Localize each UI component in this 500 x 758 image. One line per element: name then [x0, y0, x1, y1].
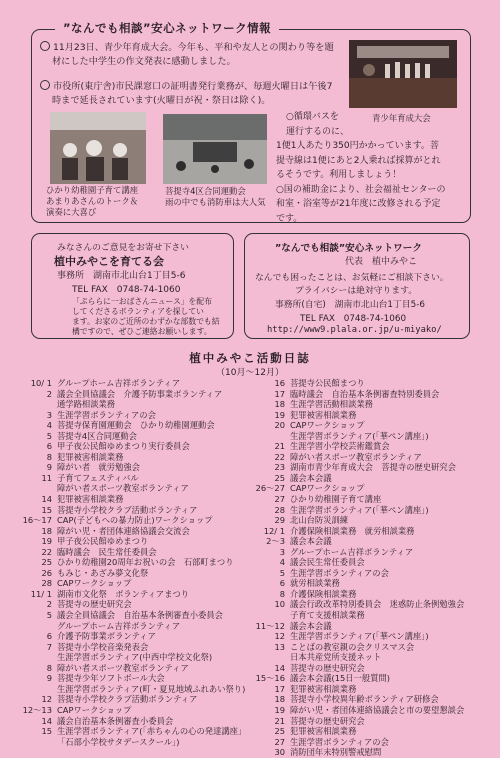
diary-entry — [22, 694, 246, 705]
diary-entry-text: 生涯学習ボランティア(「華ペン講座」) — [290, 430, 429, 441]
diary-entry — [255, 673, 464, 684]
diary-entry-date: 27 — [274, 494, 285, 505]
diary-entry-text: CAP(子どもへの暴力防止)ワークショップ — [57, 515, 213, 526]
diary-entry — [22, 526, 246, 537]
diary-entry-date — [22, 483, 57, 494]
diary-entry-text: 生涯学習ボランティアの会 — [57, 409, 156, 420]
diary-entry-date — [22, 621, 57, 632]
contact-box-left: みなさんのご意見をお寄せ下さい 植中みやこを育てる会 事務所 湖南市北山台1丁目5-6 TEL FAX 0748-74-1060 「ぷららに一おばさんニュース」を配布 してくださるボランティアを探してい ます。お家のご近所のわずかな部数でも結 構ですので、ぜひご連絡お願いします。 — [31, 233, 234, 339]
diary-entry-date: 19 — [274, 704, 285, 715]
diary-column-right — [255, 378, 464, 758]
diary-entry-date: 4 — [279, 557, 285, 568]
diary-entry-text: 湖南市文化祭 ボランティアまつり — [57, 588, 190, 599]
diary-entry — [22, 684, 246, 695]
diary-entry-text: 介護保険相談業務 就労相談業務 — [290, 525, 415, 536]
diary-entry-text: 犯罪被害相談業務 — [290, 409, 357, 420]
diary-entry-text: 菩提寺小学校音楽発表会 — [57, 641, 149, 652]
diary-entry — [22, 547, 246, 558]
diary-entry — [255, 452, 464, 463]
diary-entry-date: 19 — [41, 536, 52, 547]
diary-entry-text: 臨時議会 自治基本条例審査特別委員会 — [290, 388, 440, 399]
kindergarten-caption: ひかり幼稚園子育て講座 あまりあさんのトーク＆ 演奏に大喜び — [46, 185, 139, 217]
contact-right-address: 事務所(自宅) 湖南市北山台1丁目5-6 — [275, 300, 425, 310]
diary-entry-text: 議会自治基本条例審査小委員会 — [57, 715, 174, 726]
diary-entry — [22, 536, 246, 547]
diary-entry-date: 2 — [46, 388, 52, 399]
diary-entry-date: 5 — [46, 430, 52, 441]
diary-entry-text: 生涯学習ボランティアの会 — [290, 736, 389, 747]
diary-entry-date: 22 — [41, 546, 52, 557]
diary-entry-date: 4 — [46, 420, 52, 431]
diary-entry — [22, 410, 246, 421]
diary-entry-text: 菩提寺小学校クラブ活動ボランティア — [57, 694, 198, 705]
diary-entry-text: 議会本会議 — [290, 536, 332, 547]
diary-entry — [22, 642, 246, 653]
diary-entry — [255, 494, 464, 505]
diary-entry-date: 19 — [274, 409, 285, 420]
diary-entry — [255, 642, 464, 653]
diary-entry-date: 15～16 — [255, 673, 285, 684]
info-bullet-2 — [40, 80, 340, 108]
diary-entry-text: 議会本会議 — [290, 472, 332, 483]
diary-entry — [22, 652, 246, 663]
diary-entry — [255, 737, 464, 748]
diary-entry-date: 14 — [41, 715, 52, 726]
diary-entry-text: 生涯学習活動相談業務 — [290, 399, 373, 410]
diary-entry-text: 生涯学習ボランティア(「赤ちゃんの心の発達講座」 — [57, 726, 247, 737]
diary-entry — [22, 378, 246, 389]
diary-entry-text: 生涯学習ボランティア(町・夏見地域ふれあい祭り) — [57, 683, 246, 694]
diary-entry-date: 23 — [274, 462, 285, 473]
contact-box-right: ”なんでも相談”安心ネットワーク 代表 植中みやこ なんでも困ったことは、お気軽にご相談下さい。 プライバシーは絶対守ります。 事務所(自宅) 湖南市北山台1丁目5-6 TEL FAX 0748-74-1060 http://www9.plala.or.jp/u-miyako/ — [244, 233, 470, 339]
diary-entry — [22, 473, 246, 484]
bullet-circle-icon — [40, 41, 50, 51]
diary-entry-text: 障がい者スポーツ教室ボランティア — [57, 483, 189, 494]
diary-title: 植中みやこ活動日誌 — [189, 351, 311, 365]
diary-entry-date: 30 — [274, 747, 285, 758]
diary-entry-date: 2～3 — [266, 536, 285, 547]
diary-entry-date: 16～17 — [22, 515, 52, 526]
info-section-title: ”なんでも相談”安心ネットワーク情報 — [55, 20, 279, 36]
diary-entry-date: 3 — [279, 546, 285, 557]
bullet-2-line-2: 時まで延長されています(火曜日が祝・祭日は除く)。 — [52, 95, 271, 106]
diary-entry-text: 臨時議会 民生常任委員会 — [57, 546, 157, 557]
diary-entry-date: 8 — [279, 588, 285, 599]
diary-entry — [255, 389, 464, 400]
diary-entry-date: 2 — [46, 599, 52, 610]
diary-entry-date: 14 — [41, 494, 52, 505]
diary-entry-text: 北山台防災訓練 — [290, 515, 349, 526]
diary-entry-text: 菩提寺の歴史研究会 — [57, 599, 132, 610]
sports-day-photo-image — [163, 114, 267, 184]
diary-entry-text: 生涯学習ボランティア(中西中学校文化祭) — [57, 652, 213, 663]
youth-rally-caption: 青少年育成大会 — [372, 113, 431, 123]
diary-entry — [22, 663, 246, 674]
diary-entry-text: 議会行政改革特別委員会 迷惑防止条例勉強会 — [290, 599, 465, 610]
contact-right-phone: TEL FAX 0748-74-1060 — [300, 314, 407, 324]
diary-entry-date — [255, 610, 290, 621]
diary-entry — [255, 621, 464, 632]
diary-entry-date: 5 — [279, 567, 285, 578]
diary-entry-text: 生涯学習小学校芸術鑑賞会 — [290, 441, 390, 452]
diary-entry — [255, 483, 464, 494]
diary-entry — [255, 684, 464, 695]
diary-entry-text: 子育て支援相談業務 — [290, 610, 365, 621]
diary-entry — [255, 599, 464, 610]
diary-entry — [255, 399, 464, 410]
diary-entry-text: 犯罪被害相談業務 — [290, 726, 357, 737]
diary-entry-date: 6 — [279, 578, 285, 589]
diary-entry-date: 17 — [274, 683, 285, 694]
contact-left-address: 事務所 湖南市北山台1丁目5-6 — [57, 271, 186, 281]
diary-entry-date: 28 — [41, 578, 52, 589]
diary-entry-text: 生涯学習ボランティア(「華ペン講座」) — [290, 504, 429, 515]
diary-entry-text: 消防団年末特別警戒慰問 — [290, 747, 382, 758]
diary-entry-date: 22 — [274, 451, 285, 462]
diary-entry-date: 29 — [274, 515, 285, 526]
diary-entry — [255, 694, 464, 705]
diary-entry-text: 議会本会議 — [290, 620, 332, 631]
diary-entry-date: 9 — [46, 673, 52, 684]
diary-entry — [22, 621, 246, 632]
diary-entry — [22, 441, 246, 452]
diary-entry — [255, 557, 464, 568]
diary-entry-date: 14 — [274, 662, 285, 673]
diary-entry-date: 25 — [274, 472, 285, 483]
diary-entry-text: 菩提寺少年ソフトボール大会 — [57, 673, 165, 684]
diary-entry-text: 通学路相談業務 — [57, 399, 116, 410]
diary-entry — [255, 462, 464, 473]
diary-entry — [22, 578, 246, 589]
diary-entry-text: 障がい児・者団体連絡協議会と市の要望懇談会 — [290, 704, 465, 715]
diary-entry — [255, 431, 464, 442]
diary-entry-date: 12 — [274, 631, 285, 642]
bullet-1-line-1: 11月23日、青少年育成大会。今年も、平和や友人との関わり等を題 — [53, 42, 334, 53]
diary-entry — [255, 663, 464, 674]
diary-entry-date: 15 — [41, 726, 52, 737]
diary-entry-date: 25 — [274, 726, 285, 737]
diary-entry-date: 11/ 1 — [30, 588, 52, 599]
diary-entry-text: 犯罪被害相談業務 — [57, 451, 124, 462]
bullet-circle-icon — [40, 80, 50, 90]
diary-entry-date: 28 — [274, 504, 285, 515]
network-name: ”なんでも相談”安心ネットワーク — [275, 243, 422, 254]
diary-entry — [255, 410, 464, 421]
contact-left-phone: TEL FAX 0748-74-1060 — [72, 285, 181, 295]
diary-entry-date: 11～12 — [255, 620, 285, 631]
diary-entry — [255, 568, 464, 579]
diary-entry — [22, 462, 246, 473]
diary-entry-date: 21 — [274, 715, 285, 726]
diary-entry-date: 18 — [41, 525, 52, 536]
diary-entry — [255, 515, 464, 526]
kindergarten-photo-image — [50, 112, 146, 184]
diary-entry-text: グループホーム吉祥ボランティア — [57, 620, 181, 631]
diary-column-left — [22, 378, 246, 747]
diary-entry-date: 20 — [274, 420, 285, 431]
diary-entry-text: ことばの教室親の会クリスマス会 — [290, 641, 415, 652]
diary-entry-text: 議会本会議(15日一般質問) — [290, 673, 391, 684]
diary-entry-text: 障がい児・者団体連絡協議会交流会 — [57, 525, 190, 536]
diary-entry — [255, 631, 464, 642]
diary-entry — [22, 420, 246, 431]
diary-entry-text: 生涯学習ボランティア(「華ペン講座」) — [290, 631, 429, 642]
diary-entry-text: もみじ・あざみ夢文化祭 — [57, 567, 149, 578]
diary-entry-text: 菩提寺小学校異年齢ボランティア研修会 — [290, 694, 439, 705]
support-group-name: 植中みやこを育てる会 — [54, 255, 164, 268]
diary-entry — [22, 431, 246, 442]
diary-entry-text: 菩提寺の歴史研究会 — [290, 715, 365, 726]
diary-entry-text: 菩提寺公民館まつり — [290, 378, 365, 388]
diary-entry-date: 18 — [274, 694, 285, 705]
diary-entry — [255, 705, 464, 716]
diary-entry-text: ひかり幼稚園20周年お祝いの会 石部町まつり — [57, 557, 234, 568]
diary-entry — [255, 473, 464, 484]
diary-entry-date: 6 — [46, 631, 52, 642]
diary-entry-text: 生涯学習ボランティアの会 — [290, 567, 389, 578]
diary-entry — [22, 399, 246, 410]
diary-entry-date: 8 — [46, 451, 52, 462]
diary-entry — [255, 747, 464, 758]
diary-entry — [22, 737, 246, 748]
diary-entry — [255, 420, 464, 431]
diary-entry-date: 8 — [46, 662, 52, 673]
diary-entry-date: 12/ 1 — [263, 525, 285, 536]
diary-entry-text: 介護保険相談業務 — [290, 588, 357, 599]
diary-entry-date: 27 — [274, 736, 285, 747]
diary-entry-text: 障がい者 就労勉強会 — [57, 462, 140, 473]
diary-entry-text: 菩提寺小学校クラブ活動ボランティア — [57, 504, 198, 515]
diary-entry-date — [255, 431, 290, 442]
diary-entry — [255, 726, 464, 737]
diary-entry-date: 12 — [41, 694, 52, 705]
youth-rally-photo-image — [349, 40, 457, 108]
website-link[interactable]: http://www9.plala.or.jp/u-miyako/ — [267, 325, 442, 335]
diary-entry-date: 17 — [274, 388, 285, 399]
diary-entry-text: CAPワークショップ — [290, 483, 365, 494]
diary-entry-text: 菩提寺保育園運動会 ひかり幼稚園運動会 — [57, 420, 215, 431]
diary-entry — [255, 526, 464, 537]
diary-entry-date: 3 — [46, 409, 52, 420]
diary-entry-text: 日本共産党所支援ネット — [290, 652, 382, 663]
diary-entry — [22, 589, 246, 600]
diary-entry-text: 甲子夜公民館ゆめまつり実行委員会 — [57, 441, 190, 452]
diary-entry — [22, 631, 246, 642]
diary-entry — [22, 726, 246, 737]
diary-entry-text: 子育てフェスティバル — [57, 472, 139, 483]
diary-entry-text: 菩提寺の歴史研究会 — [290, 662, 365, 673]
diary-entry-date: 9 — [46, 462, 52, 473]
diary-entry-text: CAPワークショップ — [57, 704, 132, 715]
youth-rally-photo — [349, 40, 457, 108]
bullet-2-line-1: 市役所(東庁舎)市民課窓口の証明書発行業務が、毎週火曜日は午後7 — [53, 81, 333, 92]
diary-entry-text: 障がい者スポーツ教室ボランティア — [290, 451, 422, 462]
diary-entry-date: 10 — [274, 599, 285, 610]
diary-entry — [22, 557, 246, 568]
diary-entry-date: 13 — [274, 641, 285, 652]
diary-entry-date: 5 — [46, 610, 52, 621]
diary-entry-text: グループホーム吉祥ボランティア — [57, 378, 181, 388]
diary-entry-date — [22, 399, 57, 410]
diary-entry — [22, 568, 246, 579]
diary-entry — [255, 378, 464, 389]
diary-entry-text: 介護予防事業ボランティア — [57, 631, 156, 642]
info-notes: ○循環バスを 運行するのに、 1便1人あたり350円かかっています。菩 提寺線は1便にあと2人乗れば採算がとれ るそうです。利用しましょう！ ○国の補助金により、社会福祉センターの 和室・浴室等が21年度に改修される予定 です。 — [276, 112, 446, 224]
diary-entry — [22, 494, 246, 505]
diary-entry-date — [22, 684, 57, 695]
diary-entry-text: CAPワークショップ — [290, 420, 365, 431]
diary-entry-date: 15 — [41, 504, 52, 515]
diary-entry — [255, 589, 464, 600]
diary-entry-date — [22, 652, 57, 663]
diary-entry-date — [255, 652, 290, 663]
diary-entry-date: 16 — [274, 378, 285, 388]
diary-entry — [255, 652, 464, 663]
diary-entry-date: 21 — [274, 441, 285, 452]
diary-entry — [22, 705, 246, 716]
diary-entry-date: 7 — [46, 641, 52, 652]
diary-entry-date: 6 — [46, 441, 52, 452]
diary-entry-text: 議会全員協議会 自治基本条例審査小委員会 — [57, 610, 223, 621]
diary-entry-text: 甲子夜公民館ゆめまつり — [57, 536, 149, 547]
diary-entry-text: 「石部小学校サタデースクール」) — [57, 736, 180, 747]
representative: 代表 植中みやこ — [345, 257, 418, 267]
diary-entry-text: 犯罪被害相談業務 — [290, 683, 357, 694]
diary-entry-text: 就労相談業務 — [290, 578, 340, 589]
diary-entry-text: ひかり幼稚園子育て講座 — [290, 494, 382, 505]
diary-entry — [255, 505, 464, 516]
diary-entry — [22, 452, 246, 463]
diary-entry-text: 議会民生常任委員会 — [290, 557, 365, 568]
diary-entry — [255, 578, 464, 589]
diary-entry — [22, 515, 246, 526]
kindergarten-photo — [50, 112, 146, 184]
diary-entry — [22, 483, 246, 494]
sports-day-photo — [163, 114, 267, 184]
bullet-1-line-2: 材にした中学生の作文発表に感動しました。 — [52, 56, 236, 67]
diary-entry-date: 11 — [41, 472, 52, 483]
diary-entry — [22, 610, 246, 621]
diary-entry — [22, 505, 246, 516]
info-bullet-1 — [40, 41, 340, 69]
diary-entry-text: 犯罪被害相談業務 — [57, 494, 124, 505]
diary-entry-text: CAPワークショップ — [57, 578, 132, 589]
diary-entry-date: 25 — [41, 557, 52, 568]
sports-day-caption: 菩提寺4区合同運動会 雨の中でも消防車は大人気 — [165, 186, 266, 207]
contact-left-prompt: みなさんのご意見をお寄せ下さい — [57, 243, 189, 253]
diary-entry-text: 障がい者スポーツ教室ボランティア — [57, 662, 189, 673]
diary-entry-date: 10/ 1 — [30, 378, 52, 388]
diary-subtitle: （10月～12月） — [216, 368, 284, 378]
diary-entry-text: グループホーム吉祥ボランティア — [290, 546, 414, 557]
diary-entry-text: 議会全員協議会 介護予防事業ボランティア — [57, 388, 223, 399]
diary-entry — [255, 536, 464, 547]
diary-entry-text: 湖南市青少年育成大会 菩提寺の歴史研究会 — [290, 462, 456, 473]
diary-entry — [255, 610, 464, 621]
diary-entry — [22, 716, 246, 727]
diary-entry — [22, 673, 246, 684]
diary-entry-date: 26 — [41, 567, 52, 578]
diary-entry-date: 26～27 — [255, 483, 285, 494]
diary-entry-date: 18 — [274, 399, 285, 410]
diary-entry-date: 12～13 — [22, 704, 52, 715]
diary-entry-text: 菩提寺4区合同運動会 — [57, 430, 137, 441]
diary-entry — [255, 716, 464, 727]
diary-entry — [255, 547, 464, 558]
diary-entry — [255, 441, 464, 452]
diary-entry — [22, 389, 246, 400]
diary-entry-date — [22, 737, 57, 748]
diary-entry — [22, 599, 246, 610]
